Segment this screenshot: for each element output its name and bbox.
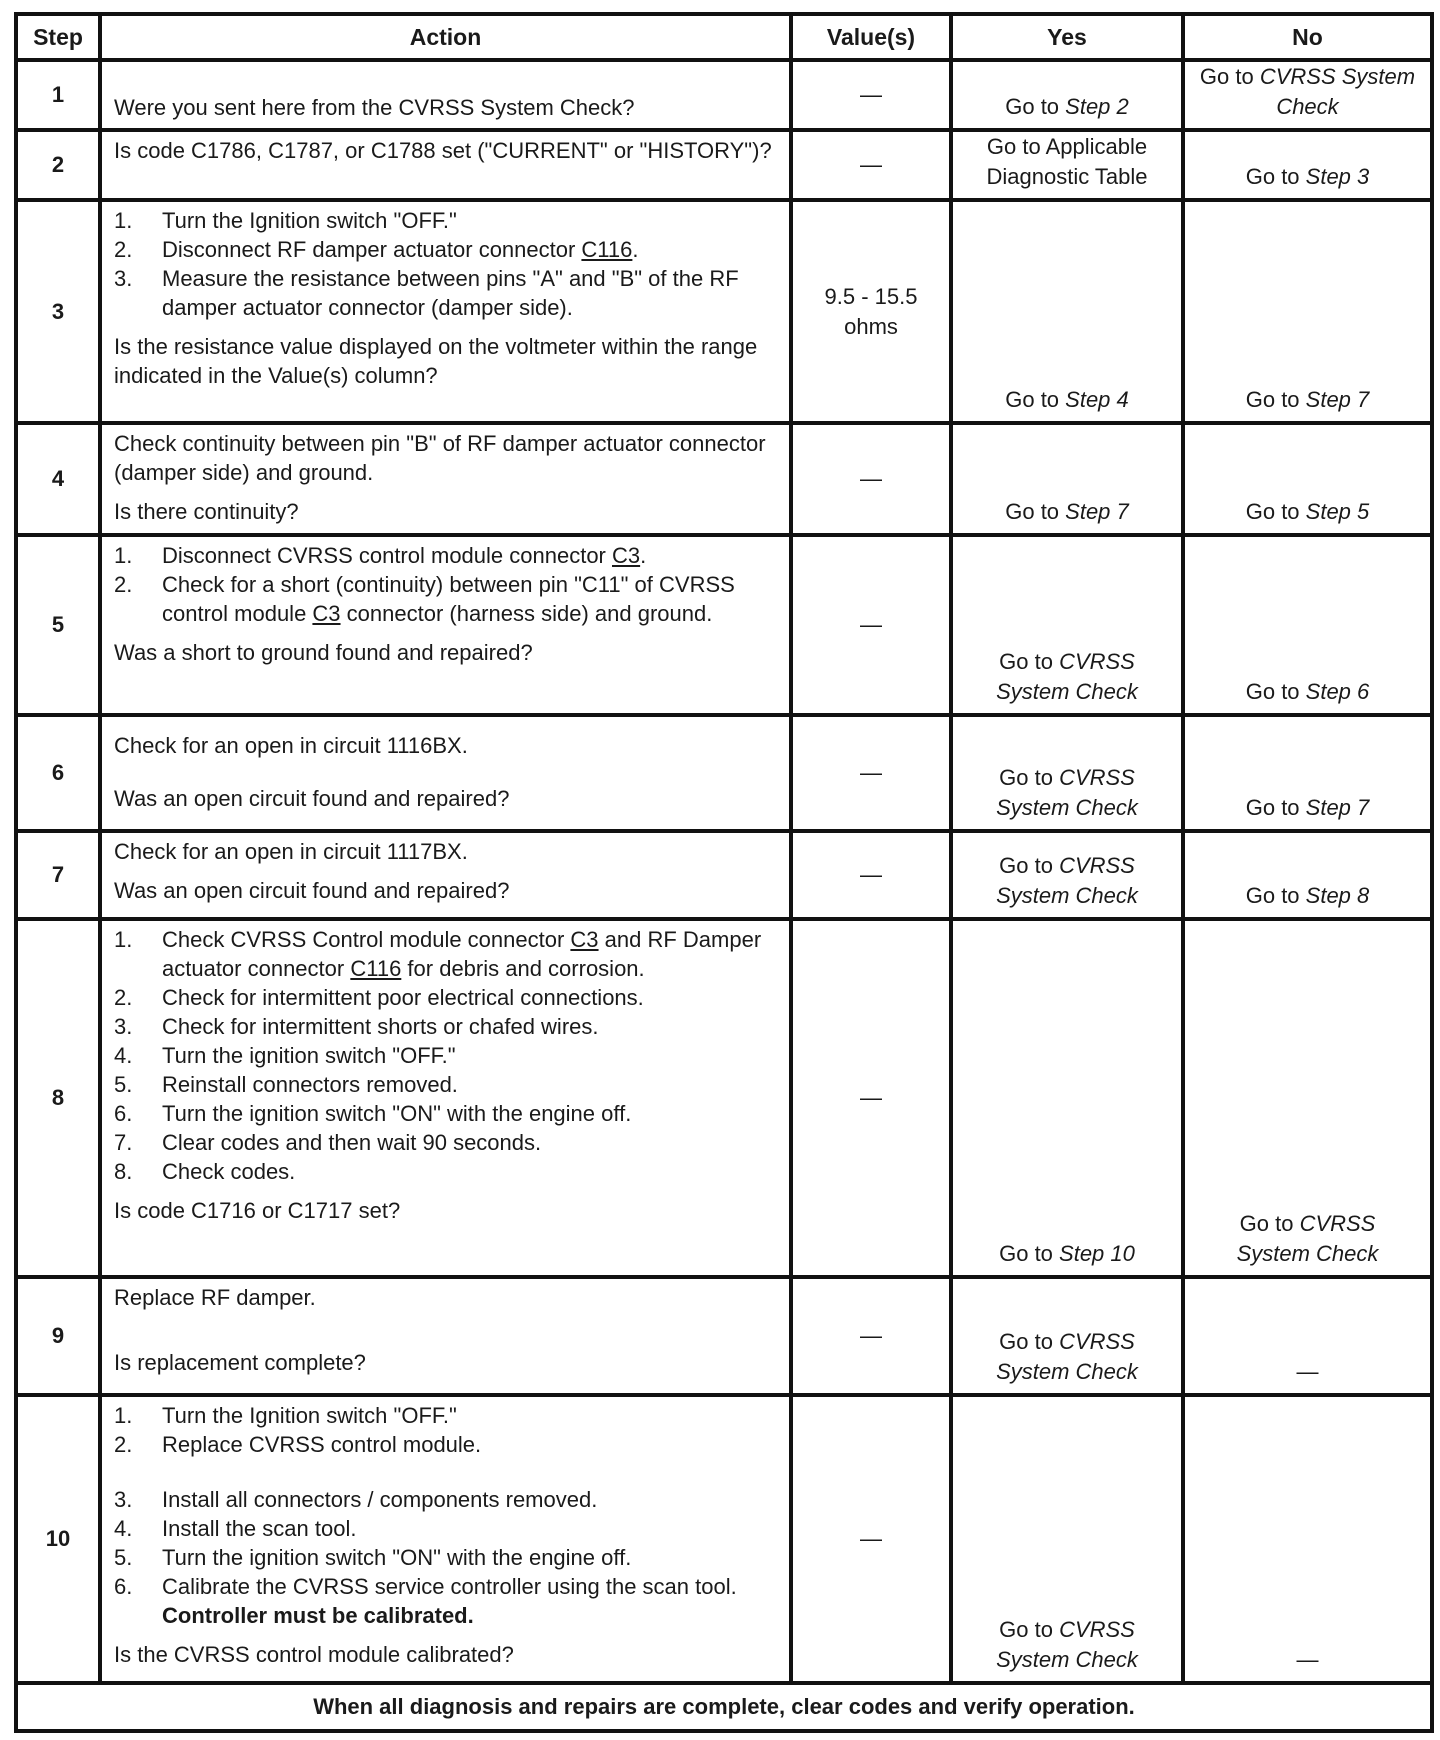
yes-link: Step 4 xyxy=(1065,387,1129,412)
value-cell: — xyxy=(791,715,951,831)
value-cell: — xyxy=(791,130,951,200)
table-row xyxy=(16,831,1432,919)
item-text: Turn the Ignition switch "OFF." xyxy=(162,1403,457,1428)
value-cell xyxy=(791,200,951,423)
no-link: Step 7 xyxy=(1305,387,1370,412)
yes-link: CVRSS System Check xyxy=(996,1617,1138,1672)
list-item xyxy=(114,1041,777,1070)
action-cell xyxy=(100,919,791,1277)
item-text: and RF Damper actuator connector xyxy=(162,927,762,981)
item-number: 8. xyxy=(114,1159,133,1184)
action-cell xyxy=(100,130,791,200)
list-item xyxy=(114,983,777,1012)
table-row xyxy=(16,535,1432,715)
no-cell xyxy=(1183,831,1432,919)
list-item xyxy=(114,206,777,235)
list-item xyxy=(114,264,777,322)
no-link: CVRSS System Check xyxy=(1259,64,1416,119)
connector-ref: C3 xyxy=(570,927,599,952)
item-number: 1. xyxy=(114,1403,133,1428)
item-text: Measure the resistance between pins "A" and "B" of the RF damper actuator connector (damper side). xyxy=(162,266,739,320)
value-cell: — xyxy=(791,919,951,1277)
no-prefix: Go to xyxy=(1245,679,1306,704)
no-prefix: Go to xyxy=(1245,499,1306,524)
list-item xyxy=(114,1128,777,1157)
no-link: Step 5 xyxy=(1305,499,1370,524)
header-no: No xyxy=(1183,14,1432,60)
item-text: Install all connectors / components removed. xyxy=(162,1487,598,1512)
item-number: 6. xyxy=(114,1101,133,1126)
action-cell xyxy=(100,715,791,831)
step-number: 5 xyxy=(16,535,100,715)
list-item xyxy=(114,1157,777,1186)
list-item xyxy=(114,541,777,570)
diagnostic-table-sheet xyxy=(14,12,1430,1732)
item-number: 7. xyxy=(114,1130,133,1155)
yes-prefix: Go to xyxy=(999,1329,1060,1354)
table-row xyxy=(16,423,1432,535)
list-item xyxy=(114,1099,777,1128)
header-action: Action xyxy=(100,14,791,60)
connector-ref: C116 xyxy=(581,237,633,262)
item-number: 5. xyxy=(114,1545,133,1570)
item-text: connector (harness side) and ground. xyxy=(340,601,713,626)
footer-row xyxy=(16,1683,1432,1731)
item-number: 1. xyxy=(114,927,133,952)
item-number: 5. xyxy=(114,1072,133,1097)
step-number: 1 xyxy=(16,60,100,130)
yes-cell xyxy=(951,423,1183,535)
action-cell xyxy=(100,60,791,130)
list-item xyxy=(114,1070,777,1099)
no-prefix: Go to xyxy=(1239,1211,1300,1236)
check-text: Check for an open in circuit 1117BX. xyxy=(114,839,468,864)
yes-link: Step 2 xyxy=(1065,94,1129,119)
item-text: Check for intermittent poor electrical connections. xyxy=(162,985,644,1010)
item-number: 1. xyxy=(114,208,133,233)
procedure-list xyxy=(114,206,777,322)
no-cell xyxy=(1183,535,1432,715)
item-number: 1. xyxy=(114,543,133,568)
yes-link: CVRSS System Check xyxy=(996,765,1138,820)
procedure-list xyxy=(114,925,777,1186)
item-number: 3. xyxy=(114,1014,133,1039)
question-text: Is there continuity? xyxy=(114,499,299,524)
list-item xyxy=(114,1430,777,1459)
item-text: Turn the ignition switch "ON" with the engine off. xyxy=(162,1545,632,1570)
item-number: 2. xyxy=(114,985,133,1010)
question-text: Is replacement complete? xyxy=(114,1350,366,1375)
step-number: 3 xyxy=(16,200,100,423)
no-cell xyxy=(1183,919,1432,1277)
no-link: Step 8 xyxy=(1305,883,1370,908)
list-item xyxy=(114,1401,777,1430)
question-text: Was a short to ground found and repaired? xyxy=(114,640,533,665)
emphasis-text: Controller must be calibrated. xyxy=(162,1603,474,1628)
item-text: Turn the ignition switch "ON" with the engine off. xyxy=(162,1101,632,1126)
footer-note: When all diagnosis and repairs are complete, clear codes and verify operation. xyxy=(16,1683,1432,1731)
yes-prefix: Go to xyxy=(1005,387,1066,412)
yes-prefix: Go to xyxy=(999,1241,1060,1266)
item-number: 2. xyxy=(114,572,133,597)
item-text: Install the scan tool. xyxy=(162,1516,357,1541)
list-item xyxy=(114,1012,777,1041)
no-cell: — xyxy=(1183,1395,1432,1683)
question-text: Was an open circuit found and repaired? xyxy=(114,878,510,903)
table-row xyxy=(16,1395,1432,1683)
no-prefix: Go to xyxy=(1245,387,1306,412)
item-text: Reinstall connectors removed. xyxy=(162,1072,458,1097)
procedure-list xyxy=(114,1401,777,1630)
item-text: Turn the Ignition switch "OFF." xyxy=(162,208,457,233)
item-text: for debris and corrosion. xyxy=(401,956,645,981)
yes-link: Step 7 xyxy=(1065,499,1129,524)
yes-cell: Go to Applicable Diagnostic Table xyxy=(951,130,1183,200)
item-text: Disconnect CVRSS control module connector xyxy=(162,543,612,568)
question-text: Is code C1786, C1787, or C1788 set ("CURRENT" or "HISTORY")? xyxy=(114,138,772,163)
no-prefix: Go to xyxy=(1245,795,1306,820)
no-cell xyxy=(1183,130,1432,200)
value-cell: — xyxy=(791,535,951,715)
no-link: Step 6 xyxy=(1305,679,1370,704)
yes-cell xyxy=(951,831,1183,919)
step-number: 4 xyxy=(16,423,100,535)
action-cell xyxy=(100,200,791,423)
item-text: Disconnect RF damper actuator connector xyxy=(162,237,582,262)
question-text: Were you sent here from the CVRSS System Check? xyxy=(114,95,635,120)
question-text: Is the CVRSS control module calibrated? xyxy=(114,1642,514,1667)
table-row xyxy=(16,200,1432,423)
yes-cell xyxy=(951,535,1183,715)
item-number: 2. xyxy=(114,1432,133,1457)
question-text: Is the resistance value displayed on the voltmeter within the range indicated in the Value(s) column? xyxy=(114,334,758,388)
procedure-list xyxy=(114,541,777,628)
table-row xyxy=(16,60,1432,130)
check-text: Check for an open in circuit 1116BX. xyxy=(114,733,468,758)
question-text: Is code C1716 or C1717 set? xyxy=(114,1198,401,1223)
yes-prefix: Go to xyxy=(1005,94,1066,119)
yes-cell xyxy=(951,60,1183,130)
step-number: 7 xyxy=(16,831,100,919)
item-number: 3. xyxy=(114,266,133,291)
no-cell xyxy=(1183,715,1432,831)
list-item xyxy=(114,1543,777,1572)
header-row xyxy=(16,14,1432,60)
value-cell: — xyxy=(791,423,951,535)
item-text: . xyxy=(640,543,647,568)
list-item xyxy=(114,1485,777,1514)
value-text: 9.5 - 15.5 ohms xyxy=(824,283,918,339)
yes-cell xyxy=(951,1395,1183,1683)
value-cell: — xyxy=(791,60,951,130)
item-text: Clear codes and then wait 90 seconds. xyxy=(162,1130,542,1155)
no-link: Step 7 xyxy=(1305,795,1370,820)
yes-prefix: Go to xyxy=(999,1617,1060,1642)
action-cell xyxy=(100,535,791,715)
list-item xyxy=(114,235,777,264)
no-link: Step 3 xyxy=(1305,164,1370,189)
connector-ref: C3 xyxy=(312,601,341,626)
no-cell xyxy=(1183,60,1432,130)
yes-prefix: Go to xyxy=(1005,499,1066,524)
no-prefix: Go to xyxy=(1245,164,1306,189)
item-text: Check for intermittent shorts or chafed wires. xyxy=(162,1014,599,1039)
step-number: 2 xyxy=(16,130,100,200)
check-text: Replace RF damper. xyxy=(114,1285,316,1310)
list-item xyxy=(114,570,777,628)
table-row xyxy=(16,130,1432,200)
value-cell: — xyxy=(791,831,951,919)
step-number: 6 xyxy=(16,715,100,831)
yes-prefix: Go to xyxy=(999,853,1060,878)
connector-ref: C116 xyxy=(350,956,402,981)
item-number: 4. xyxy=(114,1043,133,1068)
yes-prefix: Go to xyxy=(999,765,1060,790)
step-number: 9 xyxy=(16,1277,100,1395)
yes-cell xyxy=(951,919,1183,1277)
item-text: . xyxy=(632,237,639,262)
item-number: 4. xyxy=(114,1516,133,1541)
yes-cell xyxy=(951,715,1183,831)
action-cell xyxy=(100,1277,791,1395)
item-text: Turn the ignition switch "OFF." xyxy=(162,1043,456,1068)
check-text: Check continuity between pin "B" of RF damper actuator connector (damper side) and ground. xyxy=(114,431,766,485)
no-cell xyxy=(1183,200,1432,423)
list-item xyxy=(114,925,777,983)
question-text: Was an open circuit found and repaired? xyxy=(114,786,510,811)
yes-prefix: Go to xyxy=(999,649,1060,674)
yes-cell xyxy=(951,1277,1183,1395)
list-item xyxy=(114,1572,777,1630)
no-cell: — xyxy=(1183,1277,1432,1395)
item-number: 2. xyxy=(114,237,133,262)
yes-link: CVRSS System Check xyxy=(996,1329,1138,1384)
value-cell: — xyxy=(791,1395,951,1683)
action-cell xyxy=(100,831,791,919)
table-row xyxy=(16,919,1432,1277)
item-text: Check CVRSS Control module connector xyxy=(162,927,571,952)
table-row xyxy=(16,715,1432,831)
item-text: Check for a short (continuity) between pin "C11" of CVRSS control module xyxy=(162,572,735,626)
no-prefix: Go to xyxy=(1199,64,1260,89)
connector-ref: C3 xyxy=(612,543,641,568)
action-cell xyxy=(100,423,791,535)
no-prefix: Go to xyxy=(1245,883,1306,908)
item-number: 3. xyxy=(114,1487,133,1512)
yes-link: Step 10 xyxy=(1059,1241,1135,1266)
yes-link: CVRSS System Check xyxy=(996,853,1138,908)
step-number: 8 xyxy=(16,919,100,1277)
item-number: 6. xyxy=(114,1574,133,1599)
value-cell: — xyxy=(791,1277,951,1395)
item-text: Calibrate the CVRSS service controller using the scan tool. xyxy=(162,1574,737,1599)
header-step: Step xyxy=(16,14,100,60)
list-gap xyxy=(114,1459,777,1485)
action-cell xyxy=(100,1395,791,1683)
table-row xyxy=(16,1277,1432,1395)
header-values: Value(s) xyxy=(791,14,951,60)
item-text: Replace CVRSS control module. xyxy=(162,1432,482,1457)
header-yes: Yes xyxy=(951,14,1183,60)
item-text: Check codes. xyxy=(162,1159,296,1184)
diagnostic-table xyxy=(14,12,1434,1733)
yes-link: CVRSS System Check xyxy=(996,649,1138,704)
no-cell xyxy=(1183,423,1432,535)
yes-cell xyxy=(951,200,1183,423)
step-number: 10 xyxy=(16,1395,100,1683)
no-link: CVRSS System Check xyxy=(1236,1211,1379,1266)
list-item xyxy=(114,1514,777,1543)
